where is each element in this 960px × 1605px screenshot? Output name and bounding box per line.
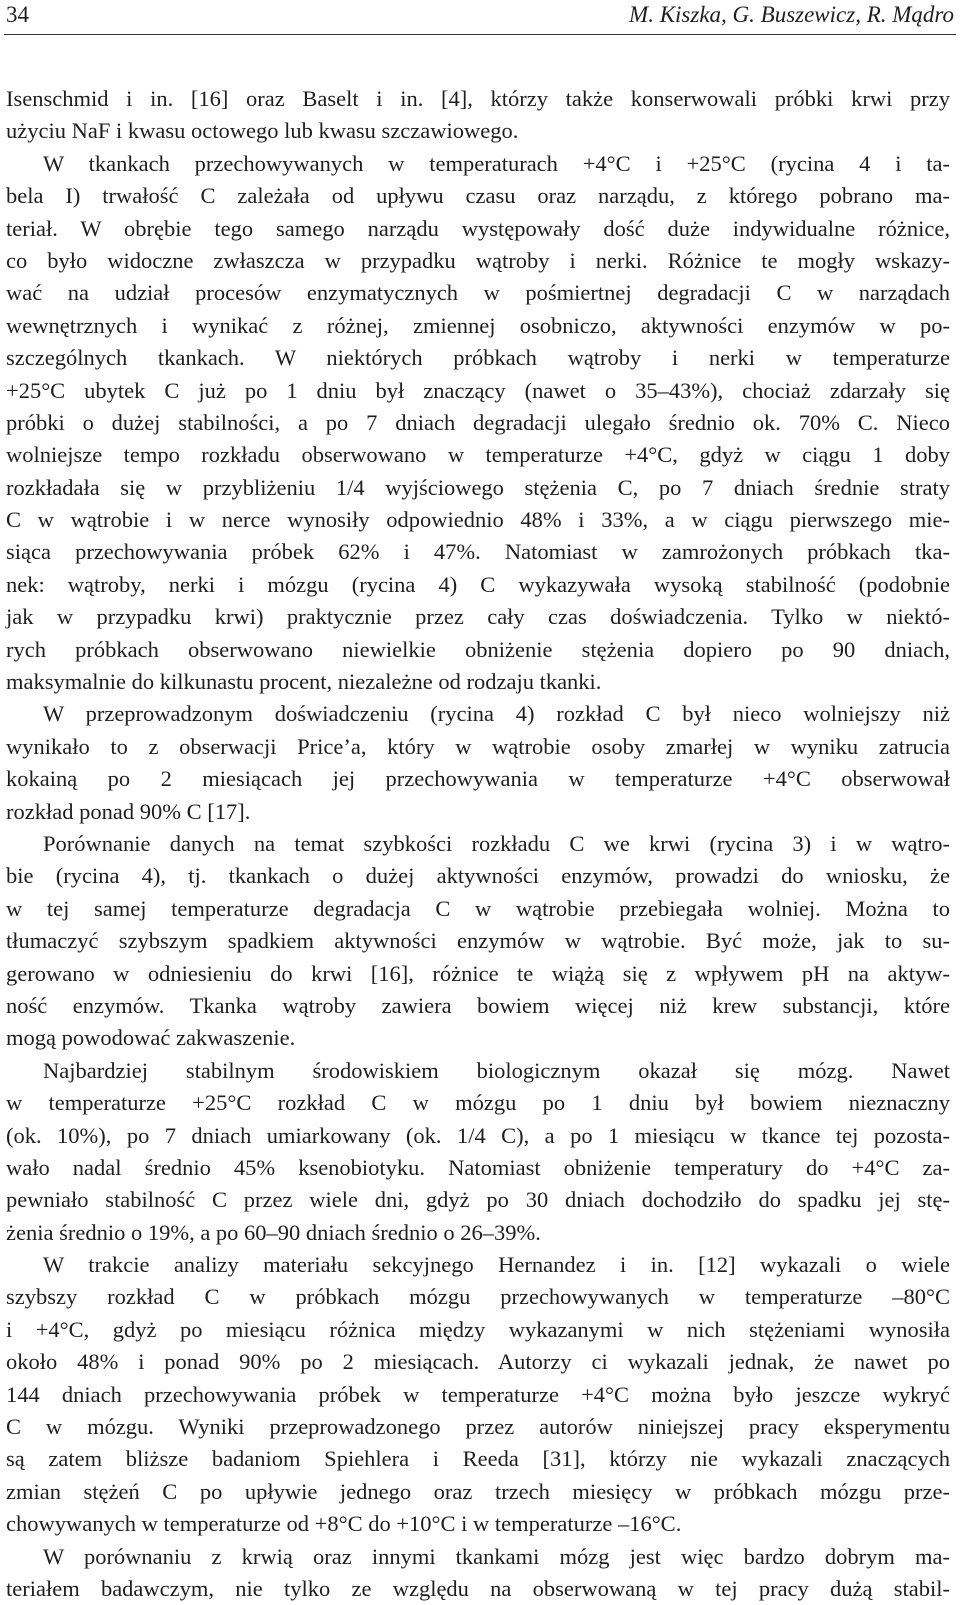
text-line: W trakcie analizy materiału sekcyjnego Hernandez i in. [12] wykazali o wiele: [43, 1252, 950, 1278]
text-line: rozkład ponad 90% C [17].: [6, 798, 251, 824]
text-line: około 48% i ponad 90% po 2 miesiącach. Autorzy ci wykazali jednak, że nawet po: [6, 1349, 950, 1375]
text-line: Najbardziej stabilnym środowiskiem biologicznym okazał się mózg. Nawet: [43, 1057, 950, 1083]
paragraph: [6, 1541, 950, 1605]
text-line: nek: wątroby, nerki i mózgu (rycina 4) C wykazywała wysoką stabilność (podobnie: [6, 571, 950, 597]
text-line: jak w przypadku krwi) praktycznie przez cały czas doświadczenia. Tylko w niektó-: [6, 604, 950, 630]
text-line: 144 dniach przechowywania próbek w temperaturze +4°C można było jeszcze wykryć: [6, 1381, 950, 1407]
text-line: teriałem badawczym, nie tylko ze względu na obserwowaną w tej pracy dużą stabil-: [6, 1575, 950, 1601]
text-line: rozkładała się w przybliżeniu 1/4 wyjściowego stężenia C, po 7 dniach średnie straty: [6, 474, 950, 500]
running-head-authors: M. Kiszka, G. Buszewicz, R. Mądro: [629, 2, 954, 27]
text-line: wać na udział procesów enzymatycznych w pośmiertnej degradacji C w narządach: [6, 280, 950, 306]
text-line: (ok. 10%), po 7 dniach umiarkowany (ok. 1/4 C), a po 1 miesiącu w tkance tej pozosta-: [6, 1122, 950, 1148]
text-line: bie (rycina 4), tj. tkankach o dużej aktywności enzymów, prowadzi do wniosku, że: [6, 863, 950, 889]
header-rule: [4, 34, 956, 35]
paragraph: [6, 1055, 950, 1249]
text-line: chowywanych w temperaturze od +8°C do +10°C i w temperaturze –16°C.: [6, 1511, 682, 1537]
text-line: teriał. W obrębie tego samego narządu występowały dość duże indywidualne różnice,: [6, 215, 950, 241]
text-line: próbki o dużej stabilności, a po 7 dniach degradacji ulegało średnio ok. 70% C. Nieco: [6, 409, 950, 435]
text-line: C w mózgu. Wyniki przeprowadzonego przez autorów niniejszej pracy eksperymentu: [6, 1414, 950, 1440]
text-line: C w wątrobie i w nerce wynosiły odpowiednio 48% i 33%, a w ciągu pierwszego mie-: [6, 507, 950, 533]
text-line: W przeprowadzonym doświadczeniu (rycina 4) rozkład C był nieco wolniejszy niż: [43, 701, 950, 727]
text-line: W porównaniu z krwią oraz innymi tkankami mózg jest więc bardzo dobrym ma-: [43, 1543, 950, 1569]
text-line: w temperaturze +25°C rozkład C w mózgu po 1 dniu był bowiem nieznaczny: [6, 1090, 950, 1116]
text-line: wolniejsze tempo rozkładu obserwowano w temperaturze +4°C, gdyż w ciągu 1 doby: [6, 442, 950, 468]
page-header: [6, 0, 954, 30]
text-line: wynikało to z obserwacji Price’a, który w wątrobie osoby zmarłej w wyniku zatrucia: [6, 733, 950, 759]
text-line: wało nadal średnio 45% ksenobiotyku. Natomiast obniżenie temperatury do +4°C za-: [6, 1154, 950, 1180]
text-line: mogą powodować zakwaszenie.: [6, 1025, 296, 1051]
text-line: są zatem bliższe badaniom Spiehlera i Reeda [31], którzy nie wykazali znaczących: [6, 1446, 950, 1472]
text-line: co było widoczne zwłaszcza w przypadku wątroby i nerki. Różnice te mogły wskazy-: [6, 247, 950, 273]
text-line: Isenschmid i in. [16] oraz Baselt i in. [4], którzy także konserwowali próbki krwi przy: [6, 86, 950, 111]
text-line: żenia średnio o 19%, a po 60–90 dniach średnio o 26–39%.: [6, 1219, 541, 1245]
text-line: zmian stężeń C po upływie jednego oraz trzech miesięcy w próbkach mózgu prze-: [6, 1478, 950, 1504]
text-line: W tkankach przechowywanych w temperaturach +4°C i +25°C (rycina 4 i ta-: [43, 150, 950, 176]
paragraph: [6, 1249, 950, 1541]
text-line: Porównanie danych na temat szybkości rozkładu C we krwi (rycina 3) i w wątro-: [43, 830, 950, 856]
text-line: +25°C ubytek C już po 1 dniu był znaczący (nawet o 35–43%), chociaż zdarzały się: [6, 377, 950, 403]
text-line: pewniało stabilność C przez wiele dni, gdyż po 30 dniach dochodziło do spadku jej stę-: [6, 1187, 950, 1213]
text-line: i +4°C, gdyż po miesiącu różnica między wykazanymi w nich stężeniami wynosiła: [6, 1316, 950, 1342]
text-line: w tej samej temperaturze degradacja C w wątrobie przebiegała wolniej. Można to: [6, 895, 950, 921]
paragraph: [6, 83, 950, 148]
page-number: 34: [6, 2, 29, 27]
text-line: szczególnych tkankach. W niektórych próbkach wątroby i nerki w temperaturze: [6, 345, 950, 371]
text-line: bela I) trwałość C zależała od upływu czasu oraz narządu, z którego pobrano ma-: [6, 183, 950, 209]
text-line: rych próbkach obserwowano niewielkie obniżenie stężenia dopiero po 90 dniach,: [6, 636, 950, 662]
paragraph: [6, 828, 950, 1055]
text-line: maksymalnie do kilkunastu procent, niezależne od rodzaju tkanki.: [6, 669, 602, 695]
text-line: ność enzymów. Tkanka wątroby zawiera bowiem więcej niż krew substancji, które: [6, 992, 950, 1018]
paragraph: [6, 148, 950, 699]
text-line: użyciu NaF i kwasu octowego lub kwasu szczawiowego.: [6, 118, 519, 144]
body-text: [6, 83, 950, 1605]
text-line: siąca przechowywania próbek 62% i 47%. Natomiast w zamrożonych próbkach tka-: [6, 539, 950, 565]
text-line: szybszy rozkład C w próbkach mózgu przechowywanych w temperaturze –80°C: [6, 1284, 950, 1310]
paragraph: [6, 698, 950, 828]
text-line: wewnętrznych i wynikać z różnej, zmiennej osobniczo, aktywności enzymów w po-: [6, 312, 950, 338]
text-line: kokainą po 2 miesiącach jej przechowywania w temperaturze +4°C obserwował: [6, 766, 950, 792]
text-line: gerowano w odniesieniu do krwi [16], różnice te wiążą się z wpływem pH na aktyw-: [6, 960, 950, 986]
text-line: tłumaczyć szybszym spadkiem aktywności enzymów w wątrobie. Być może, jak to su-: [6, 928, 950, 954]
